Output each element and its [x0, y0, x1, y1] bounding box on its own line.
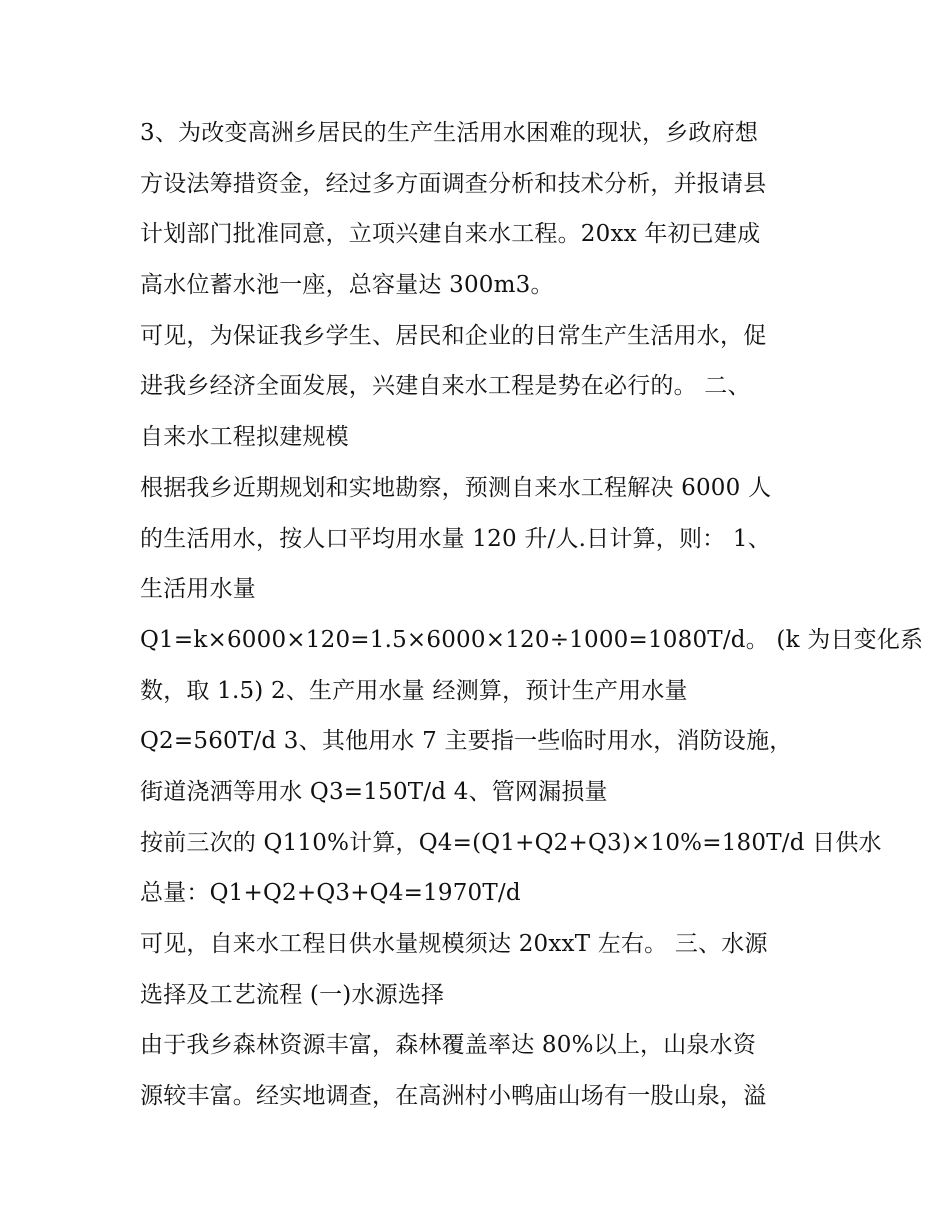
text-line: 高水位蓄水池一座，总容量达 300m3。 — [140, 272, 554, 299]
text-line: 根据我乡近期规划和实地勘察，预测自来水工程解决 6000 人 — [140, 474, 772, 501]
text-line: 计划部门批准同意，立项兴建自来水工程。20xx 年初已建成 — [140, 221, 761, 248]
text-line: 3、为改变高洲乡居民的生产生活用水困难的现状，乡政府想 — [140, 120, 759, 146]
text-line: 方设法筹措资金，经过多方面调查分析和技术分析，并报请县 — [140, 170, 767, 197]
text-line: 可见，自来水工程日供水量规模须达 20xxT 左右。 三、水源 — [140, 931, 768, 957]
text-line: 选择及工艺流程 (一)水源选择 — [140, 981, 445, 1008]
text-line: 进我乡经济全面发展，兴建自来水工程是势在必行的。 二、 — [140, 373, 751, 400]
text-line: 街道浇洒等用水 Q3=150T/d 4、管网漏损量 — [140, 778, 608, 805]
document-body — [140, 108, 924, 1122]
text-line: 数，取 1.5) 2、生产用水量 经测算，预计生产用水量 — [140, 677, 688, 704]
text-line: 自来水工程拟建规模 — [140, 424, 349, 451]
text-line: 由于我乡森林资源丰富，森林覆盖率达 80%以上，山泉水资 — [140, 1032, 757, 1059]
text-line: 生活用水量 — [140, 576, 256, 603]
text-line: Q2=560T/d 3、其他用水 7 主要指一些临时用水，消防设施， — [140, 728, 793, 755]
text-line: 的生活用水，按人口平均用水量 120 升/人.日计算，则： 1、 — [140, 525, 771, 552]
text-line: 可见，为保证我乡学生、居民和企业的日常生产生活用水，促 — [140, 322, 767, 349]
text-line: 总量：Q1+Q2+Q3+Q4=1970T/d — [140, 880, 521, 907]
text-line: 源较丰富。经实地调查，在高洲村小鸭庙山场有一股山泉，溢 — [140, 1083, 767, 1110]
text-line: Q1=k×6000×120=1.5×6000×120÷1000=1080T/d。 (k 为日变化系 — [140, 626, 924, 653]
text-line: 按前三次的 Q110%计算，Q4=(Q1+Q2+Q3)×10%=180T/d 日供水 — [140, 829, 882, 856]
